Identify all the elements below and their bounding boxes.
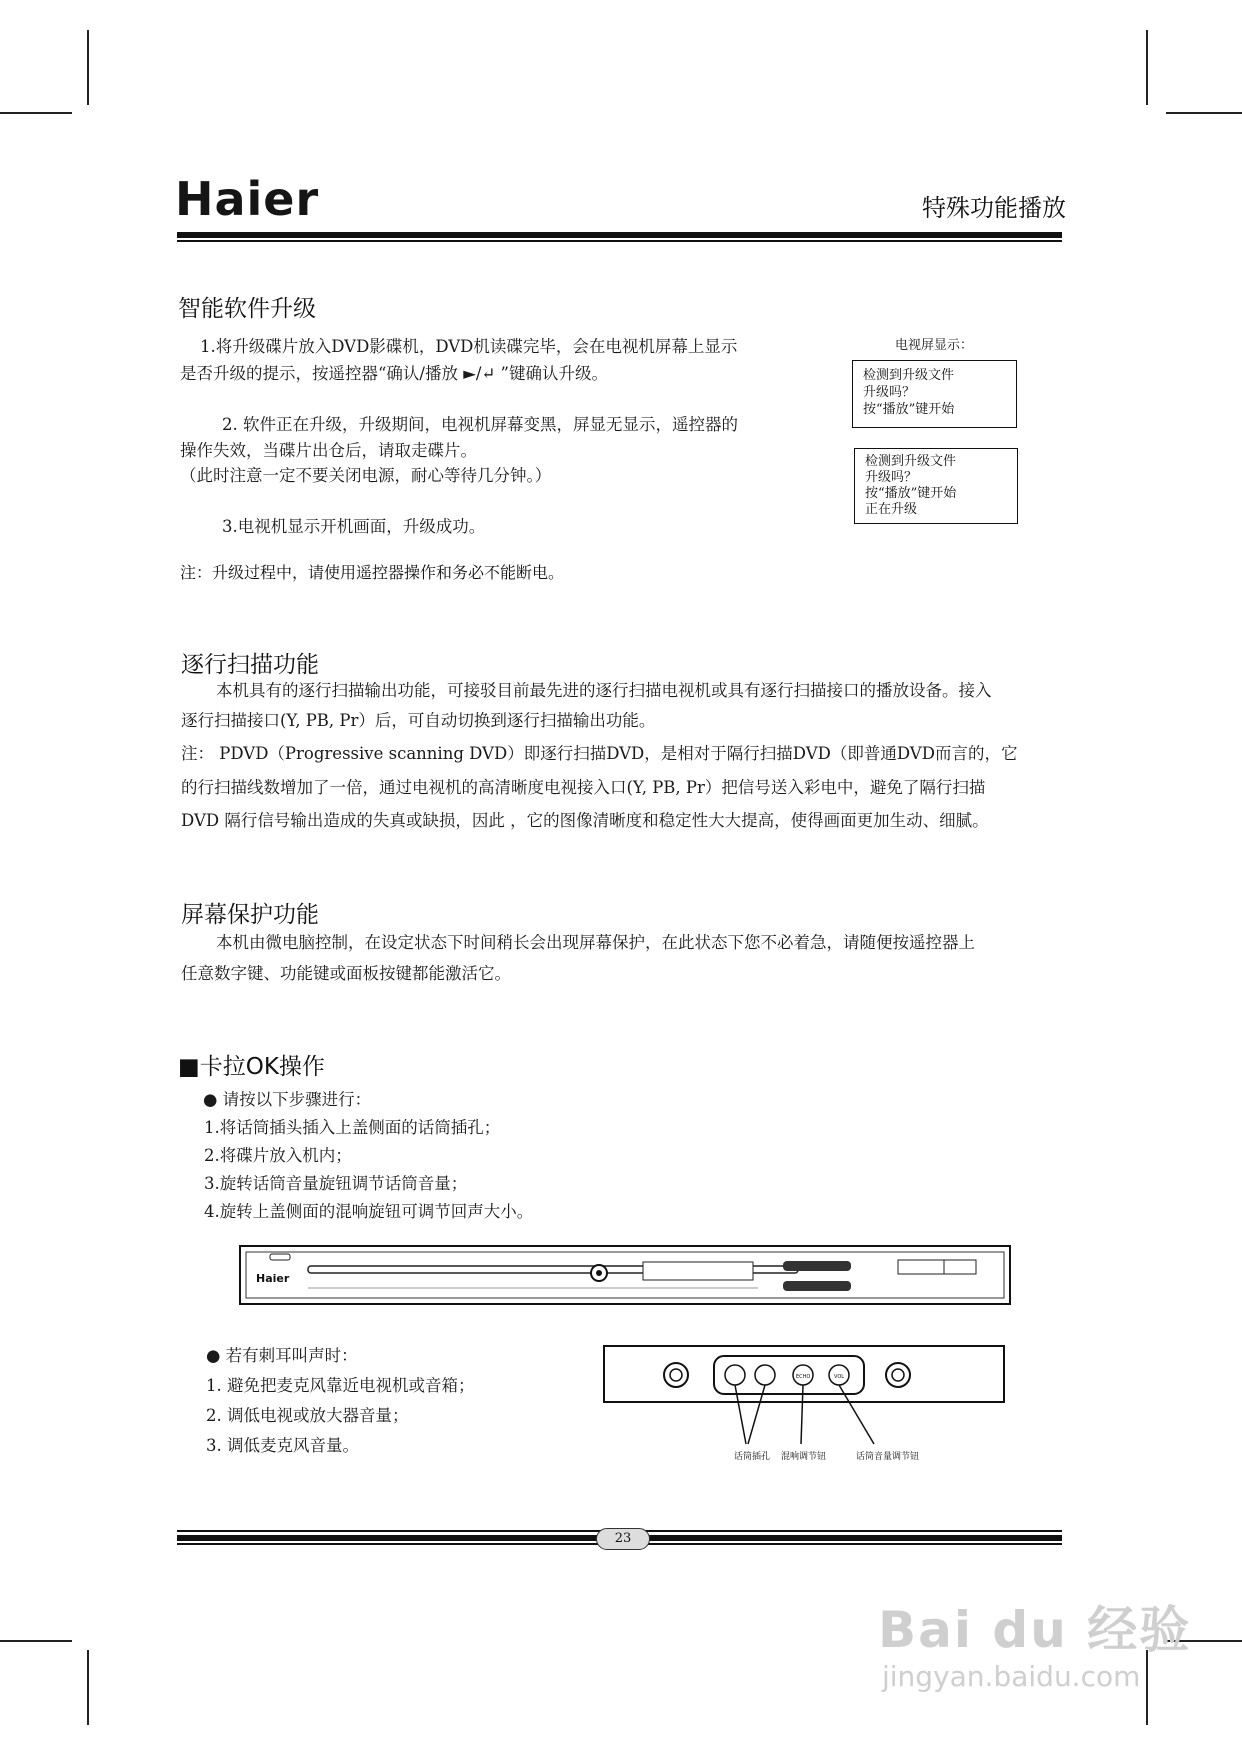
upgrade-step2-line3: （此时注意一定不要关闭电源，耐心等待几分钟。） xyxy=(180,466,552,485)
karaoke-step: 4.旋转上盖侧面的混响旋钮可调节回声大小。 xyxy=(204,1202,534,1221)
baidu-watermark: Bai du 经验 xyxy=(878,1601,1192,1659)
dvd-player-front-illustration xyxy=(238,1236,1014,1310)
box-line: 升级吗？ xyxy=(865,470,918,485)
progressive-note-line2: 的行扫描线数增加了一倍，通过电视机的高清晰度电视接入口(Y, PB, Pr）把信号送入彩电中，避免了隔行扫描 xyxy=(181,778,986,797)
page-number: 23 xyxy=(596,1528,650,1550)
upgrade-note: 注：升级过程中，请使用遥控器操作和务必不能断电。 xyxy=(180,563,565,582)
feedback-step: 1. 避免把麦克风靠近电视机或音箱； xyxy=(206,1376,475,1395)
section-title-upgrade: 智能软件升级 xyxy=(178,296,316,322)
tv-screen-box-2 xyxy=(854,448,1018,524)
progressive-note-line1: 注： PDVD（Progressive scanning DVD）即逐行扫描DVD，是相对于隔行扫描DVD（即普通DVD而言的，它 xyxy=(181,744,1018,763)
crop-mark xyxy=(1166,112,1242,114)
baidu-watermark-url: jingyan.baidu.com xyxy=(882,1660,1141,1693)
progressive-note-line3: DVD 隔行信号输出造成的失真或缺损，因此 ，它的图像清晰度和稳定性大大提高，使得画面更加生动、细腻。 xyxy=(181,811,989,830)
header-rule xyxy=(177,232,1062,238)
feedback-step: 2. 调低电视或放大器音量； xyxy=(206,1406,409,1425)
knob-label-echo: ECHO xyxy=(796,1374,811,1380)
box-line: 升级吗？ xyxy=(863,385,916,400)
karaoke-step: 3.旋转话筒音量旋钮调节话筒音量； xyxy=(204,1174,468,1193)
tv-screen-box-1 xyxy=(852,360,1017,428)
crop-mark xyxy=(87,1650,89,1725)
karaoke-step: 1.将话筒插头插入上盖侧面的话筒插孔； xyxy=(204,1118,501,1137)
karaoke-intro: ● 请按以下步骤进行： xyxy=(203,1090,372,1109)
upgrade-step2-line2: 操作失效，当碟片出仓后，请取走碟片。 xyxy=(180,441,477,460)
feedback-intro: ● 若有刺耳叫声时： xyxy=(206,1346,358,1365)
section-title-progressive: 逐行扫描功能 xyxy=(181,652,319,678)
screensaver-line1: 本机由微电脑控制，在设定状态下时间稍长会出现屏幕保护，在此状态下您不必着急，请随便按遥控器上 xyxy=(216,933,975,952)
callout-mic-jack: 话筒插孔 xyxy=(734,1452,771,1462)
box-line: 检测到升级文件 xyxy=(863,368,955,383)
header-rule-thin xyxy=(177,240,1062,242)
upgrade-step1-line1: 1.将升级碟片放入DVD影碟机，DVD机读碟完毕，会在电视机屏幕上显示 xyxy=(200,337,738,356)
device-brand: Haier xyxy=(256,1272,290,1285)
crop-mark xyxy=(0,1640,72,1642)
feedback-step: 3. 调低麦克风音量。 xyxy=(206,1436,359,1455)
box-line: 按“播放”键开始 xyxy=(863,402,955,417)
crop-mark xyxy=(87,30,89,105)
section-title-screensaver: 屏幕保护功能 xyxy=(181,902,319,928)
brand-logo: Haier xyxy=(175,172,320,226)
callout-echo-knob: 混响调节钮 xyxy=(781,1452,827,1462)
box-line: 按“播放”键开始 xyxy=(865,486,957,501)
box-line: 检测到升级文件 xyxy=(865,454,957,469)
crop-mark xyxy=(0,112,72,114)
section-title-karaoke: ■卡拉OK操作 xyxy=(178,1054,325,1080)
knob-label-vol: VOL xyxy=(834,1374,845,1380)
box-line: 正在升级 xyxy=(865,502,918,517)
upgrade-step1-line2: 是否升级的提示，按遥控器“确认/播放 ►/↵ ”键确认升级。 xyxy=(180,364,608,383)
screen-caption: 电视屏显示： xyxy=(895,338,974,353)
screensaver-line2: 任意数字键、功能键或面板按键都能激活它。 xyxy=(181,964,511,983)
upgrade-step3: 3.电视机显示开机画面，升级成功。 xyxy=(222,517,486,536)
progressive-line2: 逐行扫描接口(Y, PB, Pr）后，可自动切换到逐行扫描输出功能。 xyxy=(181,711,656,730)
side-panel-illustration xyxy=(598,1342,1010,1462)
progressive-line1: 本机具有的逐行扫描输出功能，可接驳目前最先进的逐行扫描电视机或具有逐行扫描接口的播放设备。接入 xyxy=(216,681,992,700)
callout-mic-volume-knob: 话筒音量调节钮 xyxy=(856,1452,920,1462)
upgrade-step2-line1: 2. 软件正在升级，升级期间，电视机屏幕变黑，屏显无显示，遥控器的 xyxy=(222,415,738,434)
karaoke-step: 2.将碟片放入机内； xyxy=(204,1146,352,1165)
page-title: 特殊功能播放 xyxy=(922,194,1066,222)
crop-mark xyxy=(1146,30,1148,105)
